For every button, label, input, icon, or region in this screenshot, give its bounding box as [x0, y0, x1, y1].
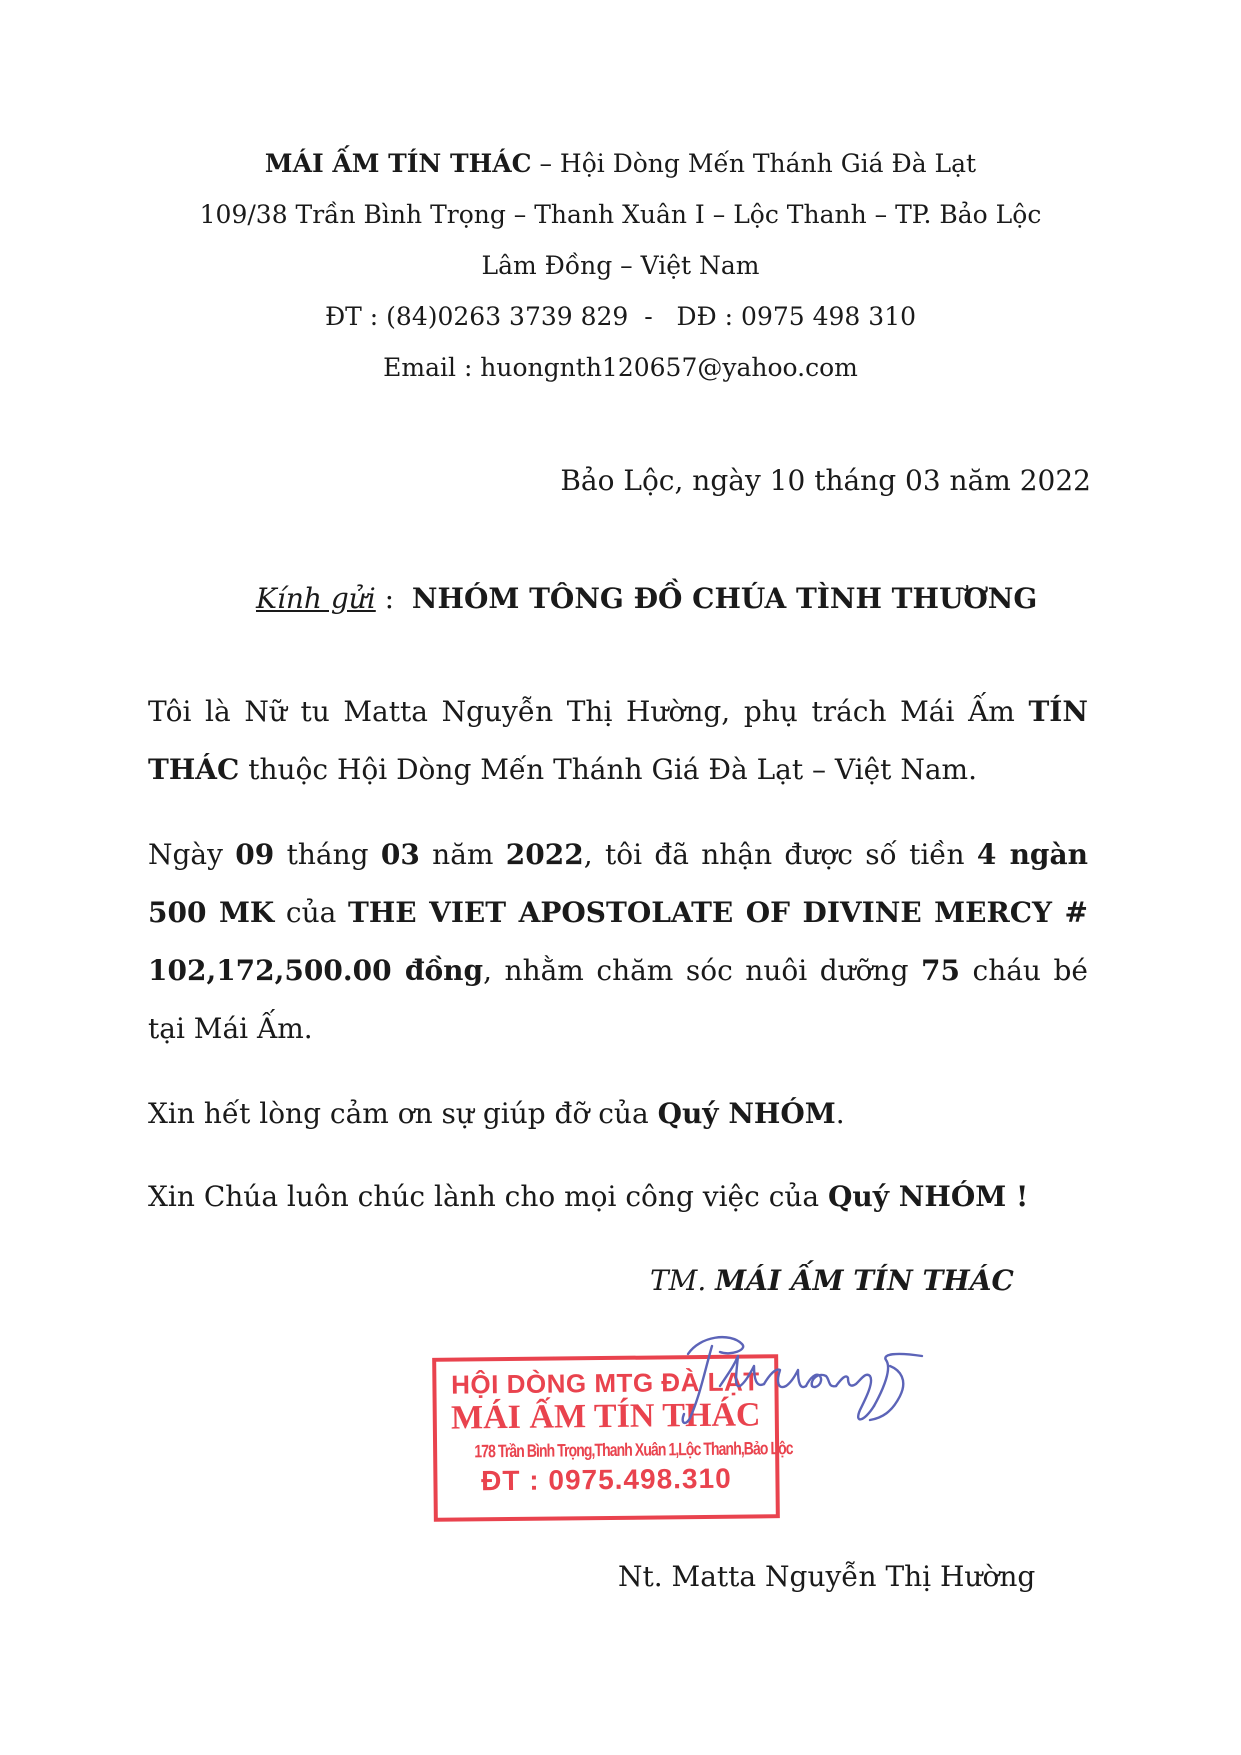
blessing-line	[148, 1178, 1028, 1216]
stamp-line2: MÁI ẤM TÍN THÁC	[450, 1396, 761, 1437]
handwritten-signature	[660, 1326, 950, 1446]
receipt-month: 03	[380, 838, 420, 871]
stamp-line1: HỘI DÒNG MTG ĐÀ LẠT	[451, 1366, 760, 1400]
receipt-text-6: , nhằm chăm sóc nuôi dưỡng	[483, 954, 922, 987]
date-line: Bảo Lộc, ngày 10 tháng 03 năm 2022	[560, 464, 1091, 497]
thanks-text-1: Xin hết lòng cảm ơn sự giúp đỡ của	[148, 1097, 658, 1130]
closing-tm: TM.	[650, 1264, 716, 1297]
intro-text-1: Tôi là Nữ tu Matta Nguyễn Thị Hường, phụ trách Mái Ấm	[148, 695, 1029, 728]
receipt-day: 09	[235, 838, 275, 871]
receipt-amount: 4 ngàn 500 MK	[148, 838, 1089, 929]
thanks-text-2: .	[835, 1097, 845, 1130]
thanks-bold: Quý NHÓM	[657, 1097, 836, 1130]
addressee-line	[256, 580, 1037, 618]
header-address-line1: 109/38 Trần Bình Trọng – Thanh Xuân I – Lộc Thanh – TP. Bảo Lộc	[199, 200, 1042, 229]
receipt-children-count: 75	[921, 954, 960, 987]
blessing-bold: Quý NHÓM !	[828, 1180, 1029, 1213]
header-org-name: MÁI ẤM TÍN THÁC	[264, 149, 532, 178]
addressee-separator: :	[375, 582, 412, 615]
receipt-text-7: cháu bé tại Mái Ấm.	[148, 954, 1088, 1045]
stamp-line4: ĐT : 0975.498.310	[481, 1462, 732, 1497]
receipt-text-4: , tôi đã nhận được số tiền	[583, 838, 977, 871]
closing-org: MÁI ẤM TÍN THÁC	[715, 1264, 1014, 1297]
stamp-line3: 178 Trần Bình Trọng,Thanh Xuân 1,Lộc Thanh,Bảo Lộc	[474, 1438, 793, 1462]
header-phone-line: ĐT : (84)0263 3739 829 - DĐ : 0975 498 310	[324, 302, 916, 331]
receipt-paragraph	[148, 826, 1088, 1058]
header-email-line: Email : huongnth120657@yahoo.com	[383, 353, 858, 382]
intro-text-2: thuộc Hội Dòng Mến Thánh Giá Đà Lạt – Việt Nam.	[239, 753, 977, 786]
header-address-line2: Lâm Đồng – Việt Nam	[481, 251, 760, 280]
receipt-text-1: Ngày	[148, 838, 236, 871]
intro-paragraph	[148, 683, 1088, 799]
closing-line	[650, 1262, 1014, 1300]
blessing-text: Xin Chúa luôn chúc lành cho mọi công việc của	[148, 1180, 828, 1213]
addressee-label: Kính gửi	[256, 582, 376, 615]
header-org-affiliation: – Hội Dòng Mến Thánh Giá Đà Lạt	[531, 149, 977, 178]
receipt-donor: THE VIET APOSTOLATE OF DIVINE MERCY # 102,172,500.00 đồng	[148, 896, 1088, 987]
header-org-line	[0, 147, 1241, 181]
receipt-year: 2022	[505, 838, 584, 871]
receipt-text-3: năm	[419, 838, 506, 871]
intro-org-bold: TÍN THÁC	[148, 695, 1088, 786]
addressee-recipient: NHÓM TÔNG ĐỒ CHÚA TÌNH THƯƠNG	[411, 582, 1038, 615]
receipt-text-2: tháng	[274, 838, 381, 871]
thanks-line	[148, 1095, 845, 1133]
receipt-text-5: của	[274, 896, 348, 929]
signer-name: Nt. Matta Nguyễn Thị Hường	[618, 1560, 1036, 1593]
